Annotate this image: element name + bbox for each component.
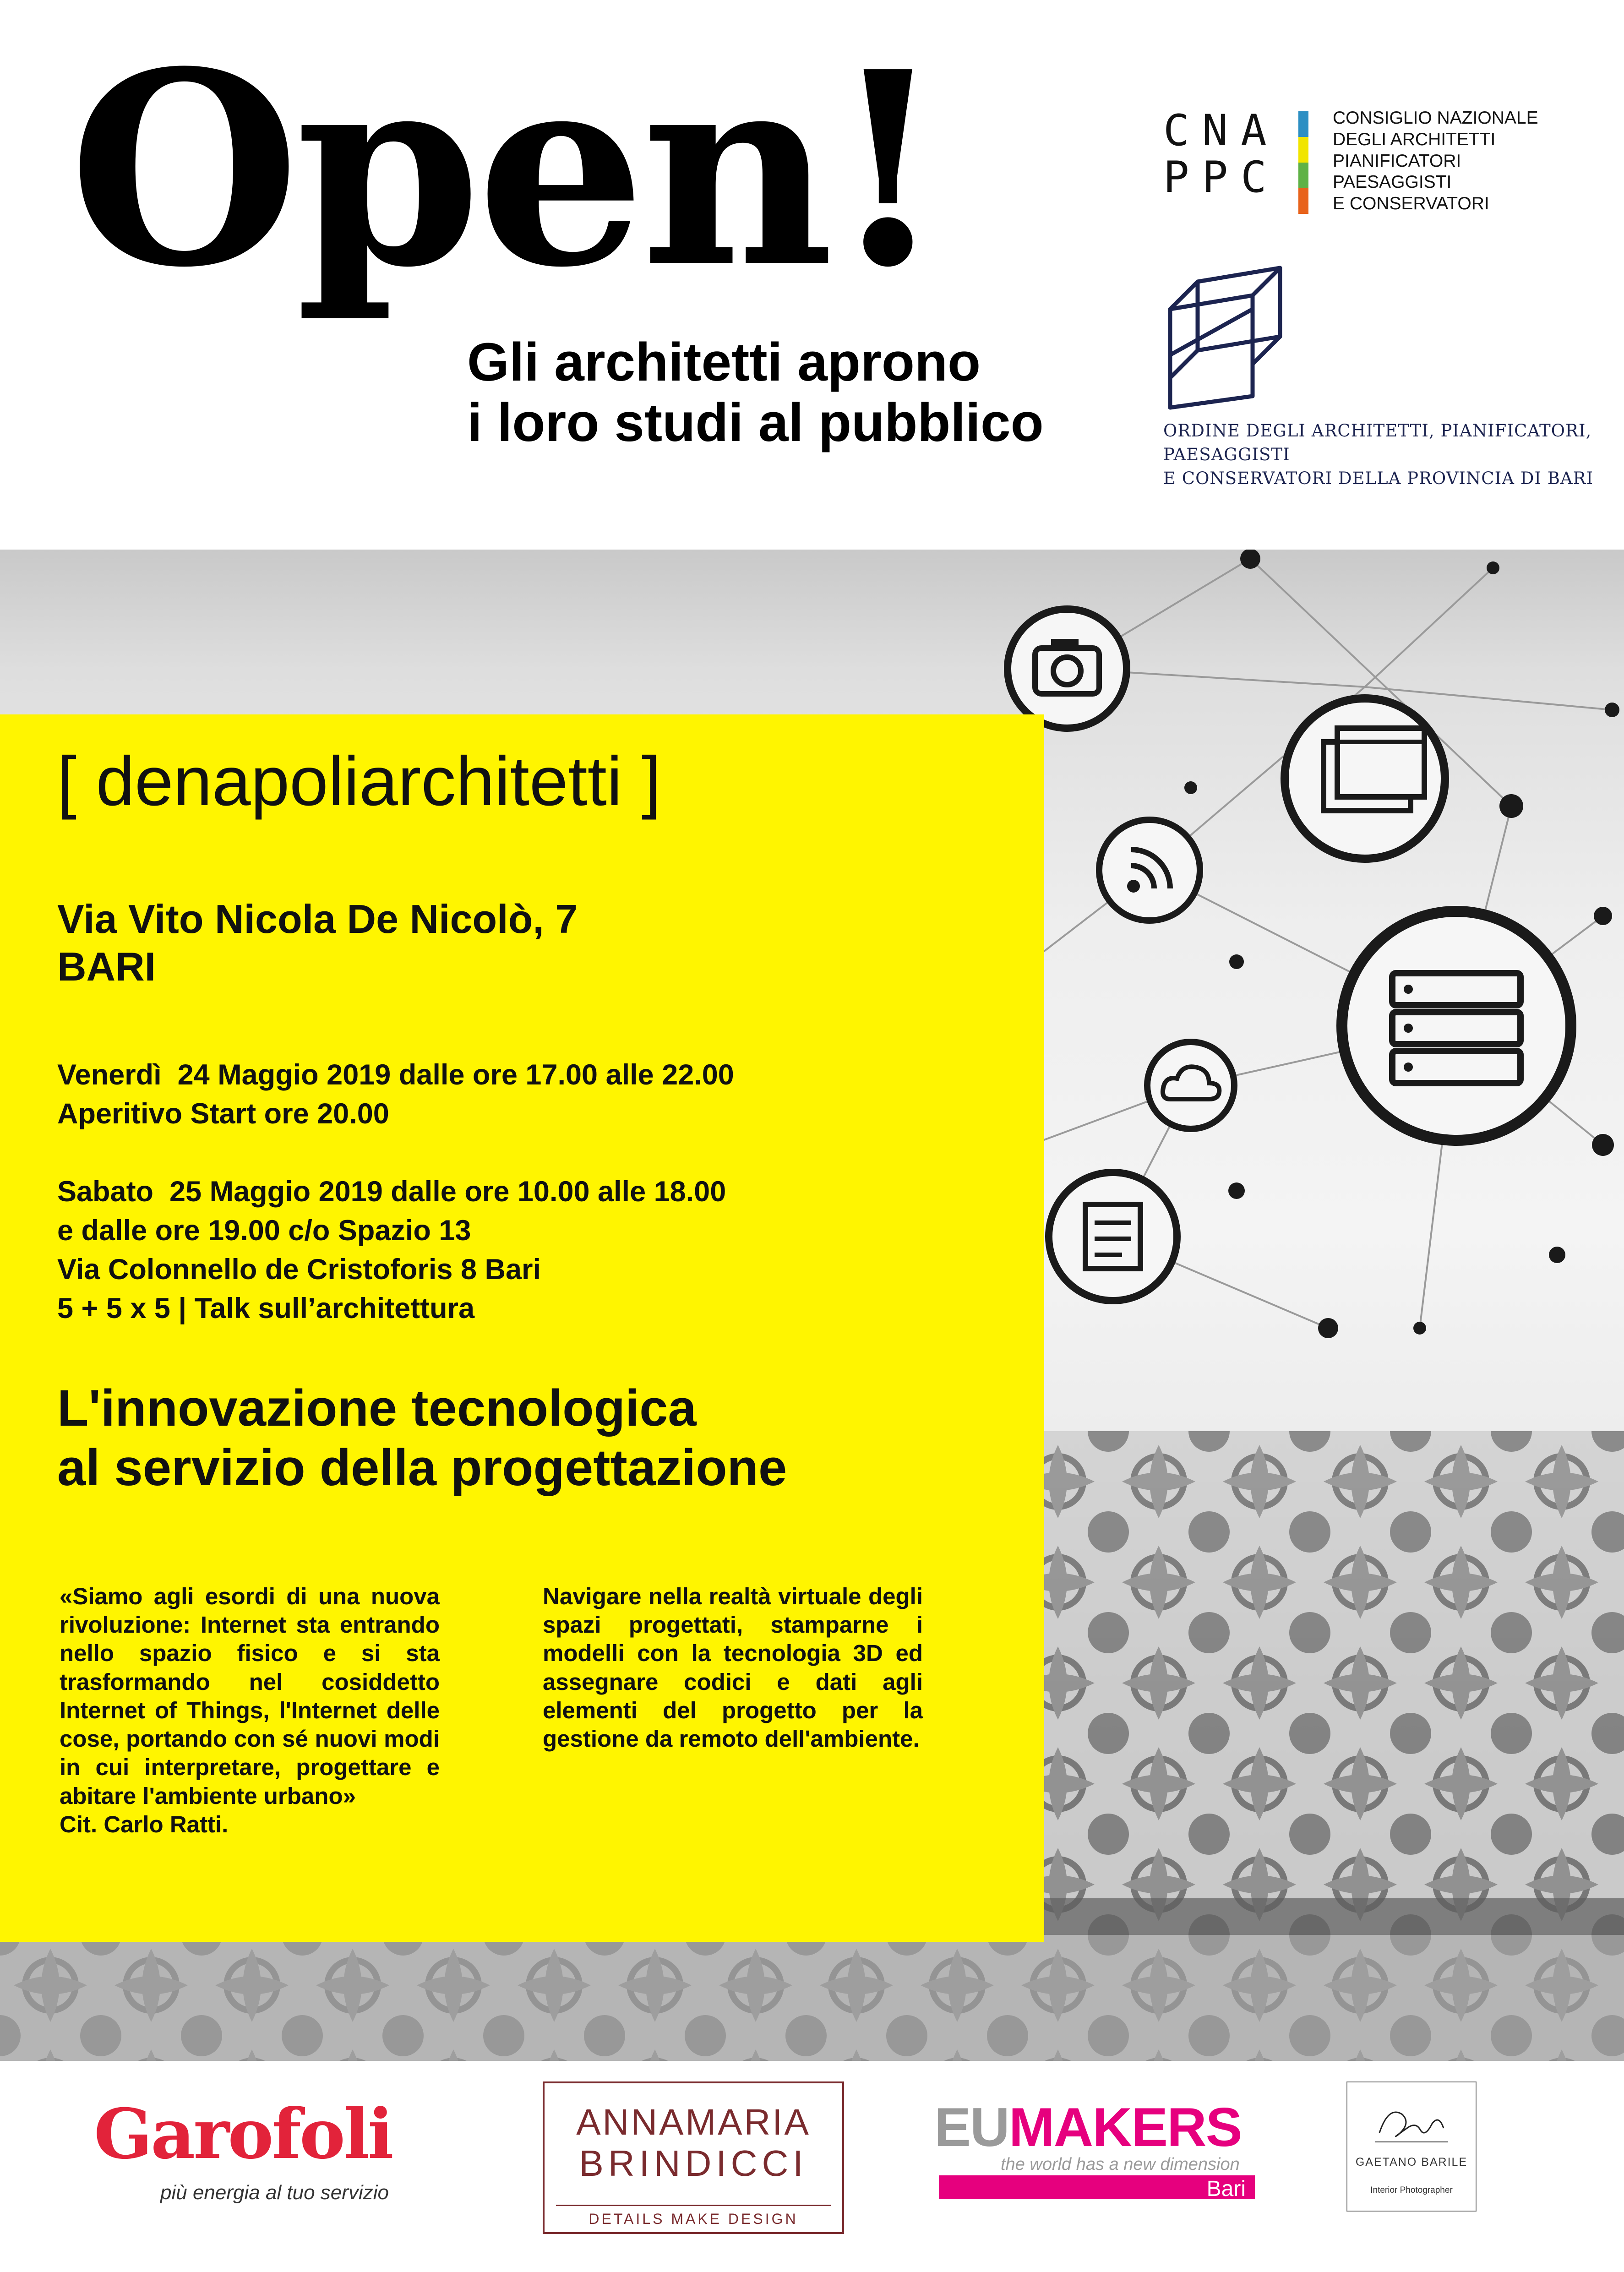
cnappc-text-line: CONSIGLIO NAZIONALE	[1333, 108, 1538, 128]
quote-column	[60, 1582, 440, 1839]
photographer-role: Interior Photographer	[1370, 2185, 1453, 2195]
server-icon	[1342, 911, 1571, 1140]
ordine-text	[1163, 419, 1603, 490]
ordine-text-line: ORDINE DEGLI ARCHITETTI, PIANIFICATORI, PAESAGGISTI	[1163, 421, 1592, 464]
subtitle-line: Gli architetti aprono	[467, 332, 981, 392]
cnappc-text	[1333, 108, 1538, 215]
cnappc-mark-line: PPC	[1163, 152, 1280, 202]
eumakers-city-bar	[939, 2175, 1255, 2199]
poster-subtitle	[467, 332, 1044, 453]
cloud-icon	[1147, 1042, 1234, 1129]
camera-icon	[1008, 609, 1127, 728]
event-info-panel	[0, 714, 1044, 1942]
quote-text: «Siamo agli esordi di una nuova rivoluzione: Internet sta entrando nello spazio fisico e si sta trasformando nel cosiddetto Internet of Things, l'Internet delle cose, portando con sé nuovi modi in cui interpretare, progettare e abitare l'ambiente urbano»	[60, 1583, 440, 1809]
color-bar	[1298, 188, 1308, 214]
color-bar	[1298, 163, 1308, 188]
cnappc-text-line: DEGLI ARCHITETTI	[1333, 129, 1496, 149]
photographer-name: GAETANO BARILE	[1355, 2156, 1468, 2168]
browser-window-icon	[1285, 698, 1445, 859]
document-icon	[1049, 1172, 1177, 1301]
color-bar	[1298, 111, 1308, 137]
event-headline	[57, 1378, 787, 1498]
cnappc-text-line: PIANIFICATORI	[1333, 151, 1461, 171]
garofoli-logo	[94, 2094, 460, 2204]
eumakers-eu: EU	[934, 2097, 1009, 2158]
eumakers-city: Bari	[1206, 2177, 1246, 2201]
cnappc-mark	[1163, 108, 1280, 201]
annamaria-line: ANNAMARIA	[576, 2102, 811, 2142]
studio-address	[57, 895, 578, 991]
friday-schedule	[57, 1056, 734, 1133]
gaetano-barile-logo	[1346, 2081, 1477, 2212]
poster-title: Open!	[69, 13, 942, 326]
cnappc-mark-line: CNA	[1163, 106, 1280, 156]
address-line: Via Vito Nicola De Nicolò, 7	[57, 896, 578, 942]
studio-name: [ denapoliarchitetti ]	[57, 742, 661, 820]
headline-line: al servizio della progettazione	[57, 1438, 787, 1496]
cnappc-color-bars	[1298, 111, 1308, 215]
schedule-line: e dalle ore 19.00 c/o Spazio 13	[57, 1215, 471, 1247]
cnappc-logo	[1163, 108, 1575, 218]
cnappc-text-line: E CONSERVATORI	[1333, 194, 1489, 214]
wifi-icon	[1099, 820, 1200, 921]
signature-icon	[1347, 2096, 1476, 2151]
saturday-schedule	[57, 1172, 726, 1328]
header	[0, 0, 1624, 550]
cnappc-text-line: PAESAGGISTI	[1333, 172, 1452, 192]
annamaria-line: BRINDICCI	[579, 2143, 808, 2184]
schedule-line: Venerdì 24 Maggio 2019 dalle ore 17.00 alle 22.00	[57, 1059, 734, 1091]
annamaria-tagline: DETAILS MAKE DESIGN	[556, 2205, 831, 2228]
color-bar	[1298, 137, 1308, 163]
schedule-line: Via Colonnello de Cristoforis 8 Bari	[57, 1253, 541, 1286]
ordine-text-line: E CONSERVATORI DELLA PROVINCIA DI BARI	[1163, 468, 1594, 488]
description-text: Navigare nella realtà virtuale degli spazi progettati, stamparne i modelli con la tecnologia 3D ed assegnare codici e dati agli elementi del progetto per la gestione da remoto dell'ambiente.	[543, 1583, 923, 1752]
schedule-line: 5 + 5 x 5 | Talk sull’architettura	[57, 1292, 475, 1325]
garofoli-name: Garofoli	[94, 2094, 392, 2174]
address-line: BARI	[57, 943, 156, 989]
ordine-logo-icon	[1166, 263, 1285, 410]
eumakers-logo	[934, 2097, 1255, 2201]
schedule-line: Sabato 25 Maggio 2019 dalle ore 10.00 alle 18.00	[57, 1176, 726, 1208]
subtitle-line: i loro studi al pubblico	[467, 392, 1044, 453]
eumakers-makers: MAKERS	[1008, 2097, 1242, 2158]
eumakers-wordmark	[934, 2097, 1242, 2158]
eumakers-tagline: the world has a new dimension	[1001, 2155, 1240, 2174]
description-column	[543, 1582, 923, 1753]
annamaria-brindicci-logo	[543, 2081, 844, 2234]
schedule-line: Aperitivo Start ore 20.00	[57, 1098, 389, 1130]
garofoli-tagline: più energia al tuo servizio	[160, 2181, 389, 2204]
quote-citation: Cit. Carlo Ratti.	[60, 1811, 229, 1837]
headline-line: L'innovazione tecnologica	[57, 1379, 697, 1437]
